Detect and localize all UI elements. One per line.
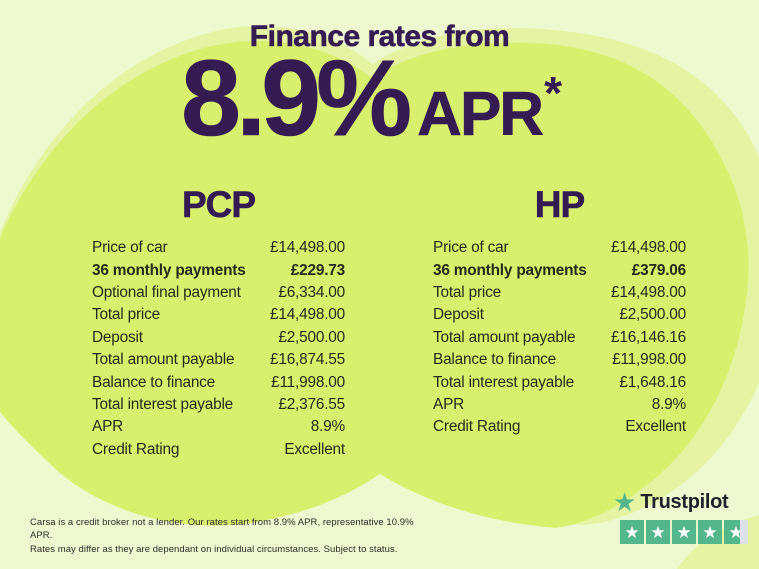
row-value: £14,498.00 (269, 239, 345, 257)
row-value: Excellent (625, 418, 686, 436)
table-row (433, 394, 686, 416)
row-value: Excellent (284, 440, 345, 458)
rating-star-icon: ★ (702, 522, 718, 542)
table-row (92, 304, 345, 326)
row-value: £2,500.00 (619, 306, 686, 324)
row-label: Total price (92, 306, 160, 324)
table-row (433, 349, 686, 371)
row-label: Deposit (433, 306, 484, 324)
row-value: 8.9% (651, 395, 686, 413)
headline-apr-label: APR (417, 80, 543, 149)
headline-eyebrow: Finance rates from (249, 20, 510, 53)
rating-star-box (646, 520, 670, 544)
row-value: £2,500.00 (278, 328, 345, 346)
disclaimer-line-2: Rates may differ as they are dependant on individual circumstances. Subject to status. (30, 543, 398, 555)
rating-star-box (672, 520, 696, 544)
table-row (433, 259, 686, 281)
row-value: £16,874.55 (269, 351, 345, 369)
table-row (433, 371, 686, 393)
disclaimer-text (30, 516, 420, 556)
rating-star-icon: ★ (676, 522, 692, 542)
hp-table-title: HP (534, 184, 585, 225)
table-row (92, 349, 345, 371)
row-value: £2,376.55 (278, 395, 345, 413)
trustpilot-wordmark: Trustpilot (640, 490, 729, 513)
table-row (92, 371, 345, 393)
row-label: 36 monthly payments (433, 261, 587, 279)
row-value: 8.9% (310, 418, 345, 436)
table-row (433, 282, 686, 304)
row-label: APR (433, 395, 465, 413)
row-label: Deposit (92, 328, 143, 346)
rating-star-icon: ★ (624, 522, 640, 542)
row-label: 36 monthly payments (92, 261, 246, 279)
table-row (92, 282, 345, 304)
table-row (92, 439, 345, 461)
row-label: Optional final payment (92, 283, 241, 301)
rating-star-icon: ★ (728, 522, 744, 542)
table-row (92, 327, 345, 349)
headline-asterisk: * (544, 67, 562, 119)
table-row (92, 237, 345, 259)
table-row (92, 416, 345, 438)
rating-star-box-partial (724, 520, 748, 544)
headline (0, 37, 751, 158)
row-label: Balance to finance (433, 351, 557, 369)
row-label: Total interest payable (92, 395, 234, 413)
trustpilot-badge (613, 489, 748, 544)
table-row (433, 327, 686, 349)
row-value: £11,998.00 (271, 373, 345, 391)
table-row (433, 237, 686, 259)
table-row (433, 416, 686, 438)
pcp-table-title: PCP (181, 184, 256, 225)
table-row (92, 394, 345, 416)
row-label: Total interest payable (433, 373, 575, 391)
row-label: Balance to finance (92, 373, 216, 391)
row-label: Price of car (433, 239, 509, 257)
trustpilot-rating-stars (620, 520, 748, 544)
pcp-table (92, 186, 345, 461)
hp-table (433, 186, 686, 439)
row-value: £14,498.00 (610, 283, 686, 301)
row-value: £6,334.00 (278, 283, 345, 301)
headline-rate: 8.9% (181, 37, 408, 158)
row-value: £11,998.00 (612, 351, 686, 369)
row-label: Credit Rating (92, 440, 180, 458)
table-row (433, 304, 686, 326)
table-row (92, 259, 345, 281)
row-label: Total price (433, 283, 501, 301)
row-value: £16,146.16 (610, 328, 686, 346)
row-value: £14,498.00 (610, 239, 686, 257)
trustpilot-logo (613, 489, 748, 515)
row-value: £1,648.16 (619, 373, 686, 391)
row-value: £229.73 (290, 261, 345, 279)
row-value: £14,498.00 (269, 306, 345, 324)
row-label: APR (92, 418, 124, 436)
row-value: £379.06 (631, 261, 686, 279)
trustpilot-star-icon: ★ (613, 487, 637, 517)
row-label: Credit Rating (433, 418, 521, 436)
rating-star-box (620, 520, 644, 544)
disclaimer-line-1: Carsa is a credit broker not a lender. Our rates start from 8.9% APR, representative 10.9% APR. (30, 517, 414, 542)
row-label: Price of car (92, 239, 168, 257)
row-label: Total amount payable (92, 351, 235, 369)
rating-star-box (698, 520, 722, 544)
rating-star-icon: ★ (650, 522, 666, 542)
row-label: Total amount payable (433, 328, 576, 346)
